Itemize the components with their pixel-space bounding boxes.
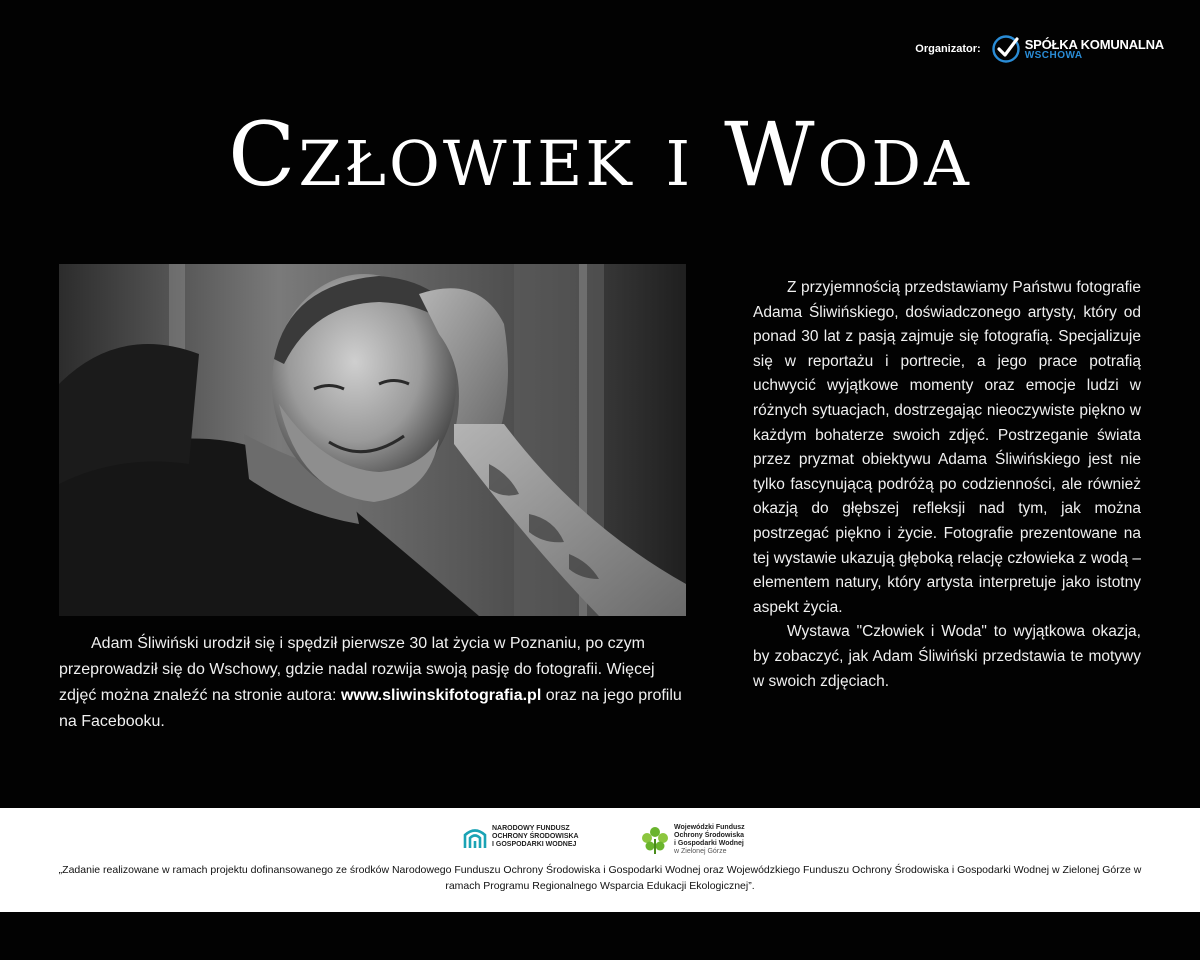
artist-portrait-photo	[59, 264, 686, 616]
sponsor-1-line-3: I GOSPODARKI WODNEJ	[492, 841, 577, 848]
sponsor-wfosigw	[640, 824, 745, 856]
artist-bio	[59, 631, 686, 735]
artist-bio-paragraph	[59, 631, 686, 735]
organizer-logo-city: WSCHOWA	[1024, 49, 1083, 61]
sponsor-2-line-1: Wojewódzki Fundusz	[674, 824, 745, 831]
sponsor-2-line-4: w Zielonej Górze	[674, 848, 727, 855]
exhibition-description	[753, 276, 1141, 694]
description-paragraph-2: Wystawa "Człowiek i Woda" to wyjątkowa okazja, by zobaczyć, jak Adam Śliwiński przedstawia te motywy w swoich zdjęciach.	[753, 623, 1141, 690]
bio-text-end: oraz na jego profilu na Facebooku.	[59, 687, 682, 730]
bio-text-start: Adam Śliwiński urodził się i spędził pierwsze 30 lat życia w Poznaniu, po czym przeprowadził się do Wschowy, gdzie nadal rozwija swoją pasję do fotografii. Więcej zdjęć można znaleźć na stronie autora:	[59, 635, 655, 704]
funding-footer	[0, 808, 1200, 912]
sponsor-1-line-2: OCHRONY ŚRODOWISKA	[492, 833, 579, 840]
organizer-label: Organizator:	[915, 43, 981, 55]
author-website-link[interactable]: www.sliwinskifotografia.pl	[340, 687, 542, 704]
sponsor-2-line-3: i Gospodarki Wodnej	[674, 840, 744, 847]
funding-statement: „Zadanie realizowane w ramach projektu dofinansowanego ze środków Narodowego Funduszu Ochrony Środowiska i Gospodarki Wodnej oraz Wojewódzkiego Funduszu Ochrony Środowiska i Gospodarki Wodnej w Zielonej Górze w ramach Programu Regionalnego Wsparcia Edukacji Ekologicznej”.	[58, 864, 1142, 892]
organizer-logo	[991, 34, 1164, 64]
organizer	[915, 34, 1164, 64]
checkmark-circle-icon	[991, 34, 1021, 64]
organizer-logo-name: SPÓŁKA KOMUNALNA	[1024, 36, 1164, 52]
sponsor-2-line-2: Ochrony Środowiska	[674, 832, 745, 839]
nfosigw-logo-icon	[462, 824, 488, 850]
sponsor-nfosigw	[462, 824, 579, 850]
description-paragraph-1: Z przyjemnością przedstawiamy Państwu fotografie Adama Śliwińskiego, doświadczonego artysty, który od ponad 30 lat z pasją zajmuje się fotografią. Specjalizuje się w reportażu i portrecie, a jego prace potrafią uchwycić wyjątkowe momenty oraz emocje ludzi w różnych sytuacjach, dostrzegając nieoczywiste piękno w każdym bohaterze swoich zdjęć. Postrzeganie świata przez pryzmat obiektywu Adama Śliwińskiego jest nie tylko fascynującą podróżą po codzienności, ale również okazją do głębszej refleksji nad tym, jak można postrzegać piękno i życie. Fotografie prezentowane na tej wystawie ukazują głęboką relację człowieka z wodą – elementem natury, który artysta interpretuje jako istotny aspekt życia.	[753, 279, 1141, 616]
sponsor-1-line-1: NARODOWY FUNDUSZ	[492, 825, 570, 832]
exhibition-title: Człowiek i Woda	[228, 103, 972, 206]
wfosigw-leaf-logo-icon	[640, 825, 670, 855]
